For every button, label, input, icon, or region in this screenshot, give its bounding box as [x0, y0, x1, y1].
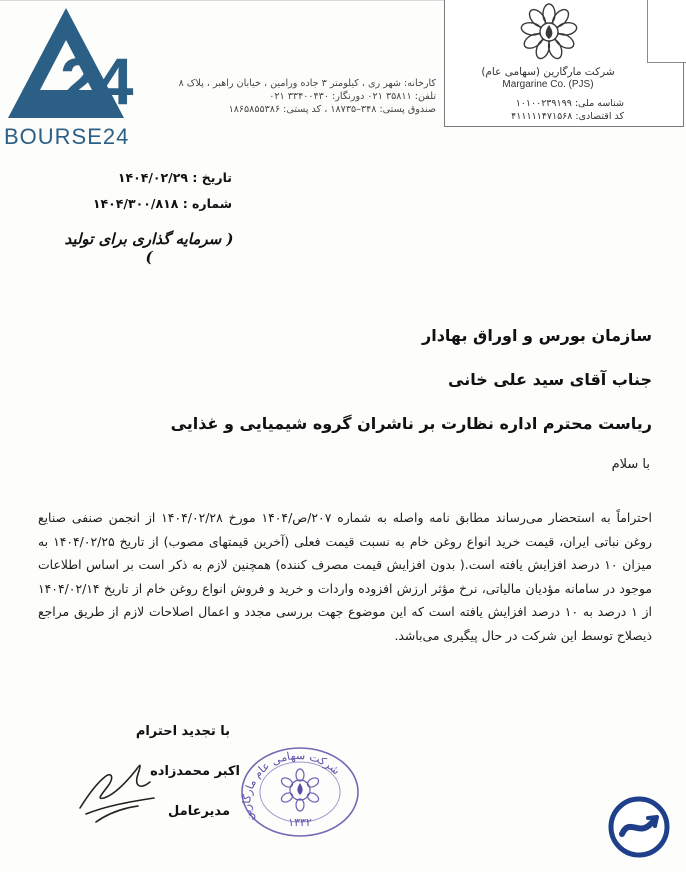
postal-info: صندوق پستی: ۳۴۸–۱۸۷۳۵ ، کد پستی: ۱۸۶۵۸۵۵۳۸۶ — [228, 104, 436, 115]
recipient-person: جناب آقای سید علی خانی — [448, 370, 652, 389]
letter-number: شماره : ۱۴۰۴/۳۰۰/۸۱۸ — [92, 196, 232, 211]
factory-address: کارخانه: شهر ری ، کیلومتر ۳ جاده ورامین ، خیابان راهبر ، پلاک ۸ — [178, 78, 436, 89]
closing: با تجدید احترام — [135, 724, 230, 739]
handwritten-signature — [76, 752, 176, 826]
letter-date: تاریخ : ۱۴۰۴/۰۲/۲۹ — [117, 170, 232, 185]
stamp-ring-text: شرکت سهامی عام مارگارین — [240, 748, 343, 824]
stamp-year: ۱۳۳۲ — [288, 816, 312, 829]
signer-name: اکبر محمدزاده — [150, 764, 240, 779]
company-name-en: Margarine Co. (PJS) — [502, 79, 594, 90]
letter-subject: ( سرمایه گذاری برای تولید ) — [64, 230, 234, 266]
bourse24-logo — [4, 6, 152, 148]
national-id: شناسه ملی: ۱۰۱۰۰۲۳۹۱۹۹ — [515, 98, 624, 109]
company-name-fa: شرکت مارگارین (سهامی عام) — [481, 66, 615, 78]
watermark-logo-icon — [608, 796, 670, 858]
greeting: با سلام — [611, 457, 650, 472]
bourse24-logo-text: BOURSE24 — [4, 124, 130, 148]
letter-body: احتراماً به استحضار می‌رساند مطابق نامه واصله به شماره ۲۰۷/ص/۱۴۰۴ مورخ ۱۴۰۴/۰۲/۲۸ از انجمن صنفی صنایع روغن نباتی ایران، قیمت خرید انواع روغن خام به نسبت قیمت فعلی (آخرین قیمتهای مصوب) از تاریخ ۱۴۰۴/۰۲/۲۵ به میزان ۱۰ درصد افزایش یافته است.( بدون افزایش قیمت مصرف کننده) همچنین لازم به ذکر است بر اساس اطلاعات موجود در سامانه مؤدیان مالیاتی، نرخ مؤثر ارزش افزوده واردات و خرید و فروش انواع روغن خام از تاریخ ۱۴۰۴/۰۲/۱۴ از ۱ درصد به ۱۰ درصد افزایش یافته است که این موضوع جهت بررسی مجدد و اعمال اصلاحات لازم از طریق مراجع ذیصلاح توسط این شرکت در حال پیگیری می‌باشد. — [38, 510, 653, 643]
bourse24-logo-numeral: 24 — [60, 44, 134, 118]
margarine-flower-logo — [516, 2, 582, 62]
phone-fax: تلفن: ۳۵۸۱۱ ۰۲۱ دورنگار: ۳۳۴۰۰۴۳۰ ۰۲۱ — [269, 91, 436, 102]
company-stamp — [236, 742, 364, 838]
corner-box — [647, 0, 686, 63]
recipient-organization: سازمان بورس و اوراق بهادار — [422, 326, 652, 345]
economic-code: کد اقتصادی: ۴۱۱۱۱۱۴۷۱۵۶۸ — [511, 111, 624, 122]
signer-title: مدیرعامل — [168, 804, 230, 819]
recipient-position: ریاست محترم اداره نظارت بر ناشران گروه شیمیایی و غذایی — [170, 414, 652, 433]
